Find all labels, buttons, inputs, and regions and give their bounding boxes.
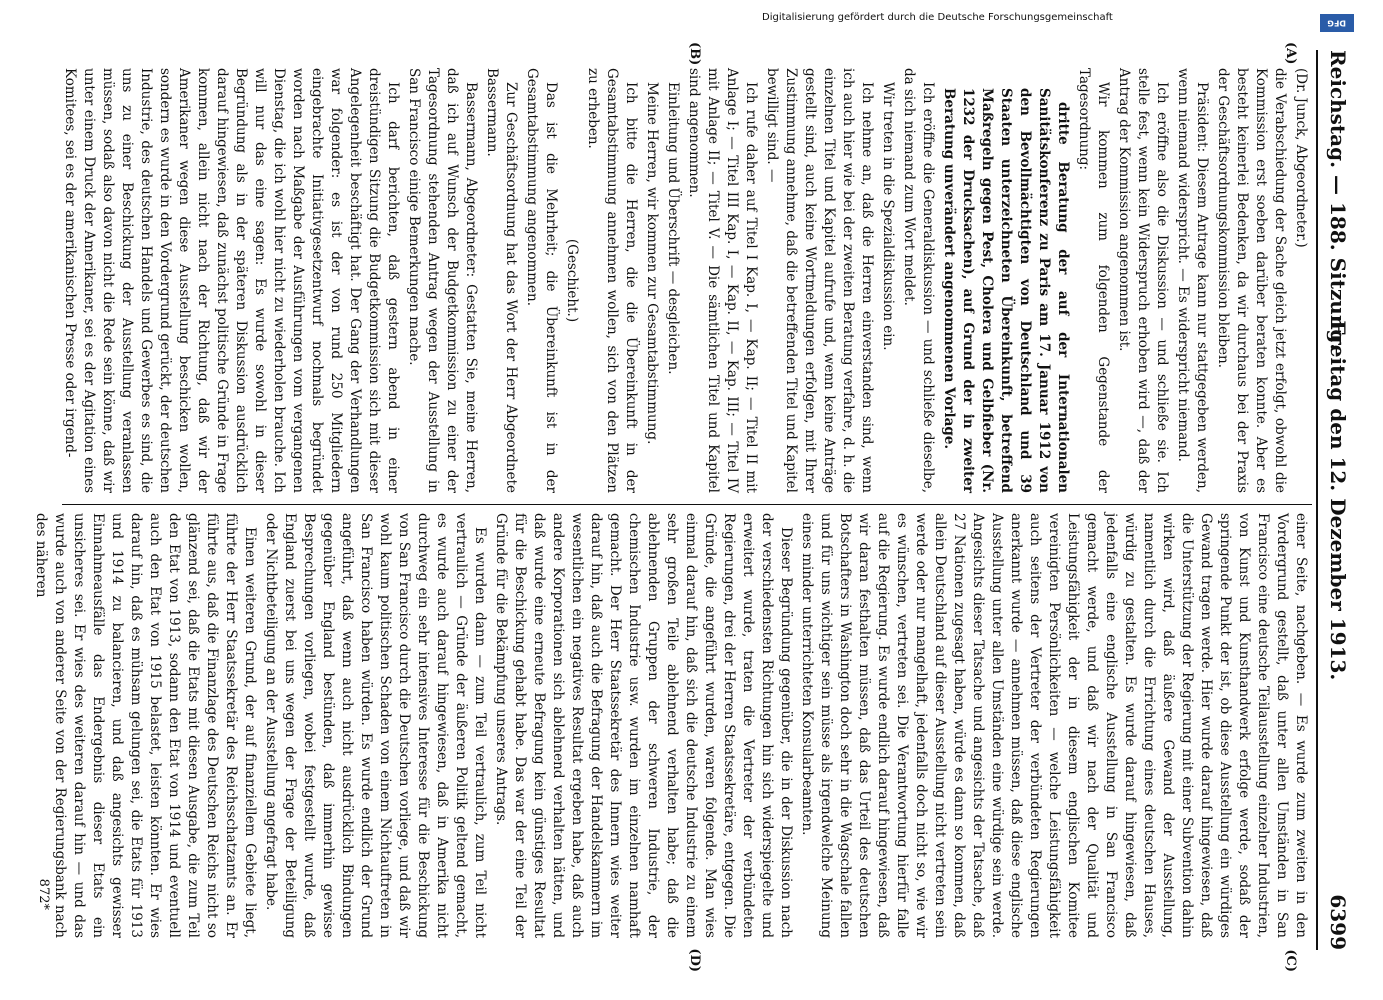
margin-marker-d: (D) <box>686 948 702 972</box>
paragraph: Dieser Begründung gegenüber, die in der Diskussion nach der verschiedensten Richtungen hin sich widerspiegelte und erweitert wurde, traten die Vertreter der verbündeten Regierungen, drei der Herren Staatssekretäre, entgegen. Die Gründe, die angeführt wurden, waren folgende. Man wies einmal darauf hin, daß sich die deutsche Industrie zu einem sehr großen Teile ablehnend verhalten habe; daß die ablehnenden Gruppen der schweren Industrie, der chemischen Industrie usw. wurden im einzelnen namhaft gemacht. Der Herr Staatssekretär des Innern wies weiter darauf hin, daß auch die Befragung der Handelskammern im wesentlichen ein negatives Resultat ergeben habe, daß auch andere Korporationen sich ablehnend verhalten hätten, und daß wurde eine erneute Befragung kein günstiges Resultat für die Beschickung gehabt habe. Das war der eine Teil der Gründe für die Bekämpfung unseres Antrags. <box>492 513 794 938</box>
header-left: Reichstag. — 188. Sitzung. <box>1325 50 1350 351</box>
agenda-item: dritte Beratung der auf der Internationalen Sanitätskonferenz zu Paris am 17. Januar 1912 von den Bevollmächtigten von Deutschland und 39 Staaten unterzeichneten Übereinkunft, betreffend Maßregeln gegen Pest, Cholera und Gelbfieber (Nr. 1232 der Drucksachen), auf Grund der in zweiter Beratung unverändert angenommenen Vorlage. <box>940 88 1071 493</box>
paragraph: Wir treten in die Spezialdiskussion ein. <box>879 82 896 351</box>
header-right <box>1326 320 1350 950</box>
paragraph: Es wurden dann — zum Teil vertraulich, zum Teil nicht vertraulich — Gründe der äußeren Politik geltend gemacht, es wurde auch darauf hingewiesen, daß in Amerika nicht durchweg ein sehr intensives Interesse für die Beschickung von San Francisco durch die Deutschen vorliege, und daß wir wohl kaum politischen Schaden von einem Nichtauftreten in San Francisco haben würden. Es wurde endlich der Grund angeführt, daß wenn auch nicht ausdrücklich Bindungen gegenüber England bestünden, daß immerhin gewisse Besprechungen vorliegen, wobei festgestellt wurde, daß England zuerst bei uns wegen der Frage der Beteiligung oder Nichtbeteiligung an der Ausstellung angefragt habe. <box>262 513 488 938</box>
paragraph: Einen weiteren Grund, der auf finanziellem Gebiete liegt, führte der Herr Staatssekretär des Reichsschatzamts an. Er führte aus, daß die Finanzlage des Deutschen Reichs nicht so glänzend sei, daß die Etats mit diesen Ausgabe, die zum Teil den Etat von 1913, sodann den Etat von 1914 und eventuell auch den Etat von 1915 belastet, leisten könnten. Er wies darauf hin, daß es mühsam gelungen sei, die Etats für 1913 und 1914 zu balancieren, und daß angesichts gewisser Einnahmeausfälle das Endergebnis dieser Etats ein unsicheres sei. Er wies des weiteren darauf hin — und das wurde auch von anderer Seite von der Regierungsbank nach des näheren <box>32 513 258 938</box>
paragraph: einer Seite, nachgeben. — Es wurde zum zweiten in den Vordergrund gestellt, daß unter allen Umständen in San Francisco eine deutsche Teilausstellung einzelner Industrien, von Kunst und Kunsthandwerk erfolge werde, sodaß der springende Punkt der ist, ob diese Ausstellung ein würdiges Gewand tragen werde. Hier wurde darauf hingewiesen, daß die Unterstützung der Regierung mit einer Subvention dahin wirken wird, daß äußere Gewand der Ausstellung, namentlich durch die Errichtung eines deutschen Hauses, würdig zu gestalten. Es wurde darauf hingewiesen, daß jedenfalls eine englische Ausstellung in San Francisco gemacht werde, und daß wir nach der Qualität und Leistungsfähigkeit der in diesem englischen Komitee vereinigten Persönlichkeiten — welche Leistungsfähigkeit auch seitens der Vertreter der verbündeten Regierungen anerkannt wurde — annehmen müssen, daß diese englische Ausstellung unter allen Umständen eine würdige sein werde. Angesichts dieser Tatsache und angesichts der Tatsache, daß 27 Nationen zugesagt haben, würde es dann so kommen, daß allein Deutschland auf dieser Ausstellung nicht vertreten sein werde oder nur mangelhaft, jedenfalls doch nicht so, wie wir es wünschen, vertreten sei. Die Verantwortung hierfür falle auf die Regierung. Es wurde endlich darauf hingewiesen, daß wir daran festhalten müssen, daß das Urteil des deutschen Botschafters in Washington doch sehr in die Wagschale fallen und für uns wichtiger sein müsse als irgendwelche Meinung eines minder unterrichteten Konsularbeamten. <box>798 513 1309 938</box>
paragraph: Zur Geschäftsordnung hat das Wort der Herr Abgeordnete Bassermann. <box>483 68 519 493</box>
paragraph: Bassermann, Abgeordneter: Gestatten Sie, meine Herren, daß ich auf Wunsch der Budgetkommission zu einer der Tagesordnung stehenden Antrag wegen der Ausstellung in San Francisco einige Bemerkungen mache. <box>405 68 479 493</box>
paragraph: Ich nehme an, daß die Herren einverstanden sind, wenn ich auch hier wie bei der zweiten Beratung verfahre, d. h. die einzelnen Titel und Kapitel aufrufe und, wenn keine Anträge gestellt sind, auch keine Wortmeldungen erfolgen, mit Ihrer Zustimmung annehme, daß die betreffenden Titel und Kapitel bewilligt sind. — <box>763 68 875 493</box>
digitization-credit: Digitalisierung gefördert durch die Deutsche Forschungsgemeinschaft <box>761 12 1113 23</box>
paragraph: Ich rufe daher auf Titel I Kap. I, — Kap. II; — Titel II mit Anlage I; — Titel III Kap. I, — Kap. II, — Kap. III; — Titel IV mit Anlage II; — Titel V. — Die sämtlichen Titel und Kapitel sind angenommen. <box>685 68 759 493</box>
header-rule <box>1316 50 1318 950</box>
header-date: Freitag den 12. Dezember 1913. <box>1325 320 1350 681</box>
stage-direction: (Geschieht.) <box>563 238 580 323</box>
page-number: 6399 <box>1325 894 1350 950</box>
speaker-note: (Dr. Junck, Abgeordneter.) <box>1292 68 1309 248</box>
column-divider <box>62 504 1312 505</box>
paragraph: die Verabschiedung der Sache gleich jetzt erfolgt, obwohl die Kommission erst soeben darüber beraten konnte. Aber es besteht keinerlei Bedenken, da wir durchaus bei der Praxis der Geschäftsordnungskommission bleiben. <box>1214 68 1288 493</box>
paragraph: Ich eröffne die Generaldiskussion — und schließe dieselbe, da sich niemand zum Wort meldet. <box>900 68 936 493</box>
paragraph: Meine Herren, wir kommen zur Gesamtabstimmung. <box>643 82 660 445</box>
document-page <box>22 12 1362 980</box>
margin-marker-b: (B) <box>686 42 702 66</box>
paragraph: Das ist die Mehrheit; die Übereinkunft ist in der Gesamtabstimmung angenommen. <box>523 68 559 493</box>
page-header <box>1322 50 1350 950</box>
sheet-number: 872* <box>35 878 51 910</box>
paragraph: Ich bitte die Herren, die die Übereinkunft in der Gesamtabstimmung annehmen wollen, sich von den Plätzen zu erheben. <box>584 68 639 493</box>
margin-marker-a: (A) <box>1282 42 1298 65</box>
paragraph: Präsident: Diesem Antrage kann nur stattgegeben werden, wenn niemand widerspricht. — Es widerspricht niemand. <box>1174 68 1210 493</box>
left-column <box>62 68 1310 493</box>
paragraph: Einleitung und Überschrift — desgleichen. <box>664 82 681 375</box>
paragraph: Ich darf berichten, daß gestern abend in einer dreistündigen Sitzung die Budgetkommission sich mit dieser Angelegenheit beschäftigt hat. Der Gang der Verhandlungen war folgender: es ist der von rund 250 Mitgliedern eingebrachte Initiativgesetzentwurf nochmals begründet worden nach Maßgabe der Ausführungen vom vergangenen Dienstag, die ich wohl hier nicht zu wiederholen brauche. Ich will nur das eine sagen: Es wurde sowohl in dieser Begründung als in der späteren Diskussion ausdrücklich darauf hingewiesen, daß zunächst politische Gründe in Frage kommen, allein nicht nach der Richtung, daß wir der Amerikaner wegen diese Ausstellung beschicken wollen, sondern es wurde in den Vordergrund gerückt, der deutschen Industrie, des deutschen Handels und Gewerbes es sind, die uns zu einer Beschickung der Ausstellung veranlassen müssen, sodaß also davon nicht die Rede sein könne, daß wir unter einem Druck der Amerikaner, sei es der Agitation eines Komitees, sei es der amerikanischen Presse oder irgend- <box>61 68 401 493</box>
paragraph: Wir kommen zum folgenden Gegenstande der Tagesordnung: <box>1075 68 1111 493</box>
margin-marker-c: (C) <box>1282 949 1298 972</box>
dfg-logo: DFG <box>1320 14 1354 32</box>
paragraph: Ich eröffne also die Diskussion — und schließe sie. Ich stelle fest, wenn kein Widerspruch erhoben wird —, daß der Antrag der Kommission angenommen ist. <box>1115 68 1170 493</box>
